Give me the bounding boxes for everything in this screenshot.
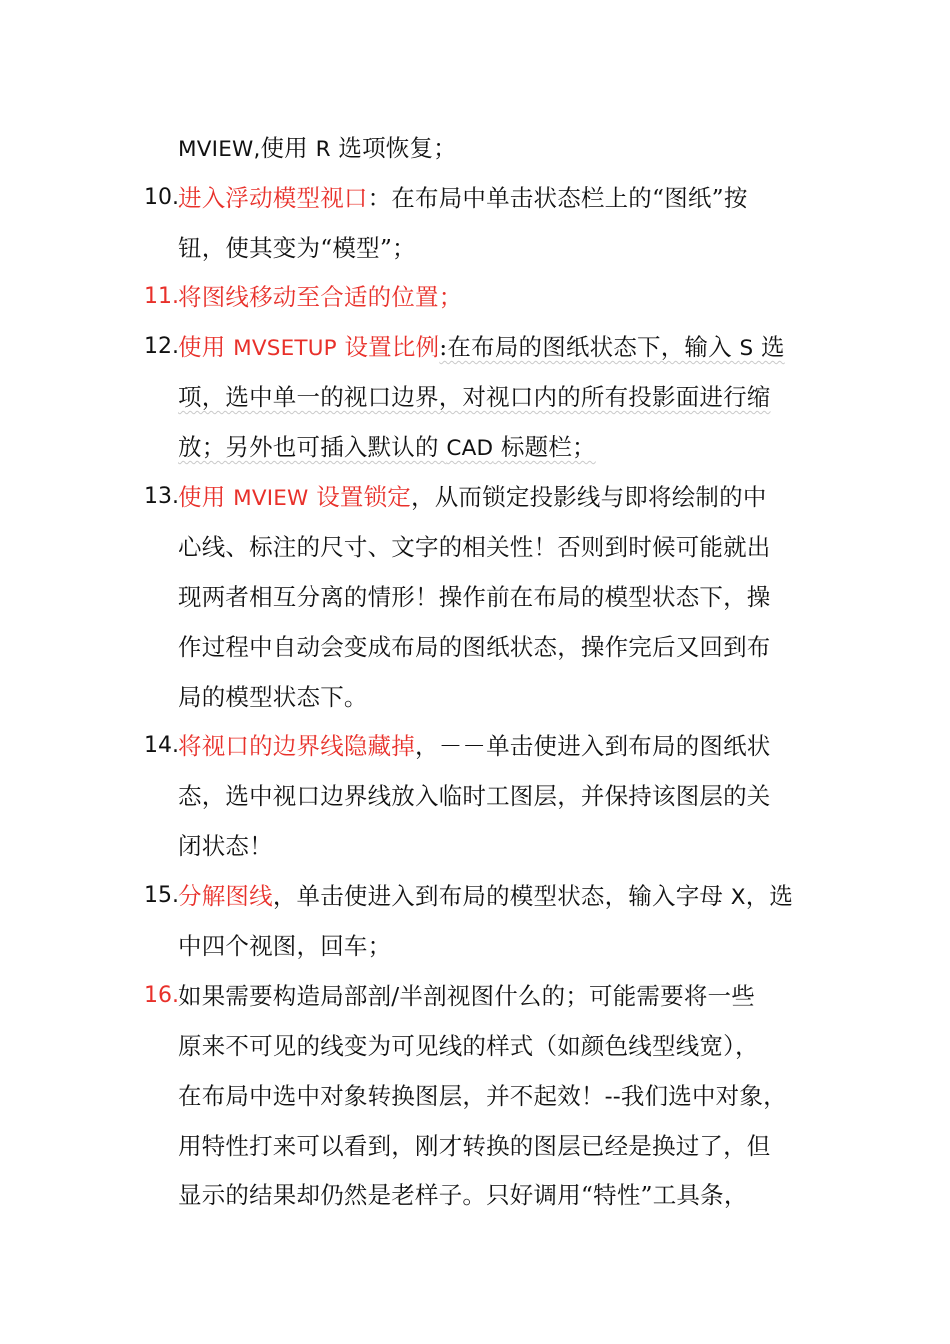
text-line bbox=[178, 183, 748, 213]
highlight-text: 使用 bbox=[178, 483, 234, 511]
text-span: ，－－单击使进入到布局的图纸状 bbox=[415, 732, 771, 760]
text-span: ，从而锁定投影线与即将绘制的中 bbox=[411, 483, 767, 511]
list-number: 11. bbox=[144, 284, 179, 309]
text-span bbox=[178, 433, 596, 461]
text-line bbox=[178, 382, 771, 412]
text-span: ，单击使进入到布局的模型状态，输入字母 bbox=[272, 882, 731, 910]
text-span bbox=[439, 333, 784, 361]
text-span: ，选 bbox=[745, 882, 794, 910]
highlight-text: 分解图线 bbox=[178, 882, 273, 910]
text-span: 放；另外也可插入默认的 bbox=[178, 433, 447, 461]
text-line bbox=[178, 133, 457, 165]
text-line: 用特性打来可以看到，刚才转换的图层已经是换过了，但 bbox=[178, 1132, 771, 1160]
text-line: 中四个视图，回车； bbox=[178, 932, 392, 960]
text-span: R bbox=[315, 137, 331, 162]
text-line: 原来不可见的线变为可见线的样式（如颜色线型线宽）， bbox=[178, 1032, 759, 1060]
text-span: S bbox=[739, 336, 754, 361]
list-number: 10. bbox=[144, 185, 179, 210]
text-line: 态，选中视口边界线放入临时工图层，并保持该图层的关 bbox=[178, 782, 771, 810]
text-line bbox=[178, 731, 771, 761]
text-span: 选 bbox=[753, 333, 785, 361]
text-line: 局的模型状态下。 bbox=[178, 683, 368, 711]
highlight-text: 使用 bbox=[178, 333, 234, 361]
list-number: 14. bbox=[144, 733, 179, 758]
text-span: ：在布局中单击状态栏上的“图纸”按 bbox=[367, 184, 748, 212]
highlight-text: 将图线移动至合适的位置； bbox=[178, 283, 463, 311]
list-number: 15. bbox=[144, 883, 179, 908]
text-span: 使用 bbox=[260, 134, 316, 162]
text-line: 钮，使其变为“模型”； bbox=[178, 234, 416, 262]
text-span: X bbox=[730, 885, 746, 910]
highlight-text: MVIEW bbox=[233, 486, 309, 511]
highlight-text: 进入浮动模型视口 bbox=[178, 184, 368, 212]
list-number: 12. bbox=[144, 334, 179, 359]
text-span: MVIEW, bbox=[178, 137, 261, 162]
list-number: 16. bbox=[144, 983, 179, 1008]
text-line: 闭状态！ bbox=[178, 832, 273, 860]
text-line: 如果需要构造局部剖/半剖视图什么的；可能需要将一些 bbox=[178, 982, 755, 1010]
highlight-text: 设置锁定 bbox=[308, 483, 412, 511]
text-span: CAD bbox=[446, 436, 494, 461]
highlight-text: MVSETUP bbox=[233, 336, 337, 361]
text-line bbox=[178, 432, 596, 464]
text-line: 现两者相互分离的情形！操作前在布局的模型状态下，操 bbox=[178, 583, 771, 611]
text-line: 显示的结果却仍然是老样子。只好调用“特性”工具条， bbox=[178, 1181, 748, 1209]
text-span: :在布局的图纸状态下，输入 bbox=[439, 333, 740, 361]
highlight-text: 设置比例 bbox=[336, 333, 440, 361]
text-span: 标题栏； bbox=[493, 433, 596, 461]
text-line bbox=[178, 332, 785, 364]
text-line: 在布局中选中对象转换图层，并不起效！--我们选中对象， bbox=[178, 1082, 787, 1110]
text-span: 选项恢复； bbox=[330, 134, 457, 162]
text-line bbox=[178, 881, 793, 913]
list-number: 13. bbox=[144, 484, 179, 509]
text-line: 作过程中自动会变成布局的图纸状态，操作完后又回到布 bbox=[178, 633, 771, 661]
text-line: 心线、标注的尺寸、文字的相关性！否则到时候可能就出 bbox=[178, 533, 771, 561]
text-span: 项，选中单一的视口边界，对视口内的所有投影面进行缩 bbox=[178, 383, 771, 411]
text-line bbox=[178, 482, 767, 514]
highlight-text: 将视口的边界线隐藏掉 bbox=[178, 732, 415, 760]
